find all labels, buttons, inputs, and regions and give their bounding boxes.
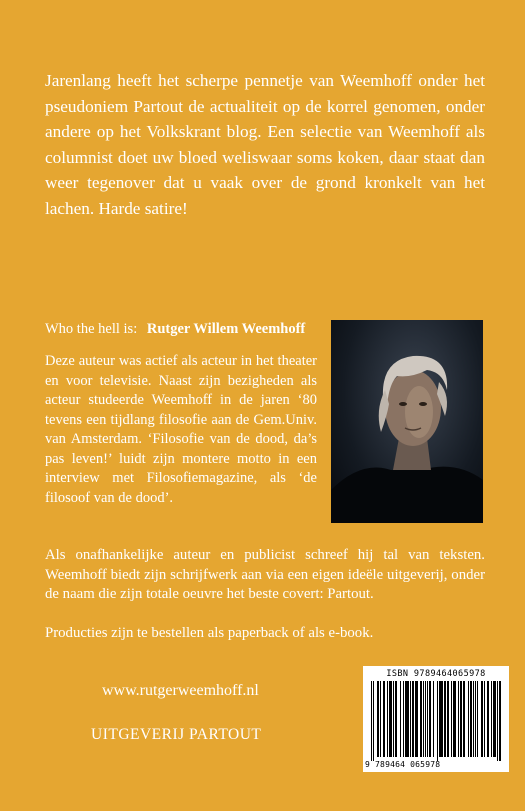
barcode-bar	[383, 681, 385, 757]
author-portrait-illustration	[331, 320, 483, 523]
barcode-bar	[387, 681, 388, 757]
barcode-bar	[463, 681, 465, 757]
publisher-name: UITGEVERIJ PARTOUT	[91, 726, 262, 743]
barcode-bar	[393, 681, 394, 757]
barcode-bar	[439, 681, 443, 757]
isbn-label: ISBN 9789464065978	[386, 669, 486, 679]
barcode-bar	[481, 681, 483, 757]
barcode-bar	[477, 681, 478, 757]
barcode-bar	[373, 681, 374, 761]
back-cover-blurb: Jarenlang heeft het scherpe pennetje van Weemhoff onder het pseudoniem Partout de actualiteit op de korrel genomen, onder andere op het Volkskrant blog. Een selectie van Weemhoff als columnist doet uw bloed weliswaar soms koken, daar staat dan weer tegenover dat u vaak over de grond kronkelt van het lachen. Harde satire!	[45, 71, 485, 218]
barcode-bar	[420, 681, 422, 757]
publisher-paragraph: Als onafhankelijke auteur en publicist schreef hij tal van teksten. Weemhoff biedt zijn schrijfwerk aan via een eigen ideële uitgeverij, onder de naam die zijn totale oeuvre het beste covert: Partout.	[45, 547, 485, 602]
barcode-bar	[487, 681, 489, 757]
barcode-bars	[369, 681, 503, 761]
barcode-bar	[473, 681, 474, 757]
author-heading-label: Who the hell is:	[45, 321, 138, 337]
barcode-bar	[423, 681, 424, 757]
barcode-bar	[451, 681, 452, 757]
author-portrait	[331, 320, 483, 523]
isbn-barcode	[363, 666, 509, 772]
barcode-bar	[400, 681, 401, 757]
products-paragraph: Producties zijn te bestellen als paperback of als e-book.	[45, 625, 374, 641]
author-bio: Deze auteur was actief als acteur in het theater en voor televisie. Naast zijn bezigheden als acteur studeerde Weemhoff in de jaren ‘80 tevens een tijdlang filosofie aan de Gem.Univ. van Amsterdam. ‘Filosofie van de dood, da’s pas leven!’ luidt zijn montere motto in een interview met Filosofiemagazine, als ‘de filosoof van de dood’.	[45, 353, 317, 506]
isbn-digits: 9 789464 065978	[365, 760, 441, 769]
barcode-bar	[458, 681, 459, 757]
barcode-bar	[484, 681, 485, 757]
barcode-bar	[425, 681, 426, 757]
barcode-bar	[410, 681, 411, 757]
barcode-bar	[475, 681, 476, 757]
barcode-bar	[499, 681, 501, 761]
barcode-bar	[437, 681, 438, 761]
barcode-bar	[460, 681, 462, 757]
author-heading	[45, 320, 305, 338]
barcode-bar	[444, 681, 446, 757]
barcode-bar	[412, 681, 414, 757]
barcode-bar	[429, 681, 431, 757]
barcode-bar	[427, 681, 428, 757]
barcode-bar	[415, 681, 418, 757]
barcode-bar	[403, 681, 404, 757]
barcode-bar	[497, 681, 498, 761]
barcode-bar	[395, 681, 397, 757]
author-name: Rutger Willem Weemhoff	[146, 321, 306, 337]
barcode-bar	[453, 681, 456, 757]
website-url[interactable]: www.rutgerweemhoff.nl	[102, 682, 259, 699]
barcode-bar	[433, 681, 434, 757]
barcode-bar	[468, 681, 469, 757]
barcode-bar	[493, 681, 496, 757]
barcode-bar	[447, 681, 449, 757]
barcode-bar	[377, 681, 379, 757]
barcode-bar	[389, 681, 392, 757]
barcode-bar	[491, 681, 492, 757]
barcode-bar	[380, 681, 381, 757]
barcode-bar	[470, 681, 472, 757]
barcode-bar	[405, 681, 409, 757]
barcode-bar	[371, 681, 372, 761]
